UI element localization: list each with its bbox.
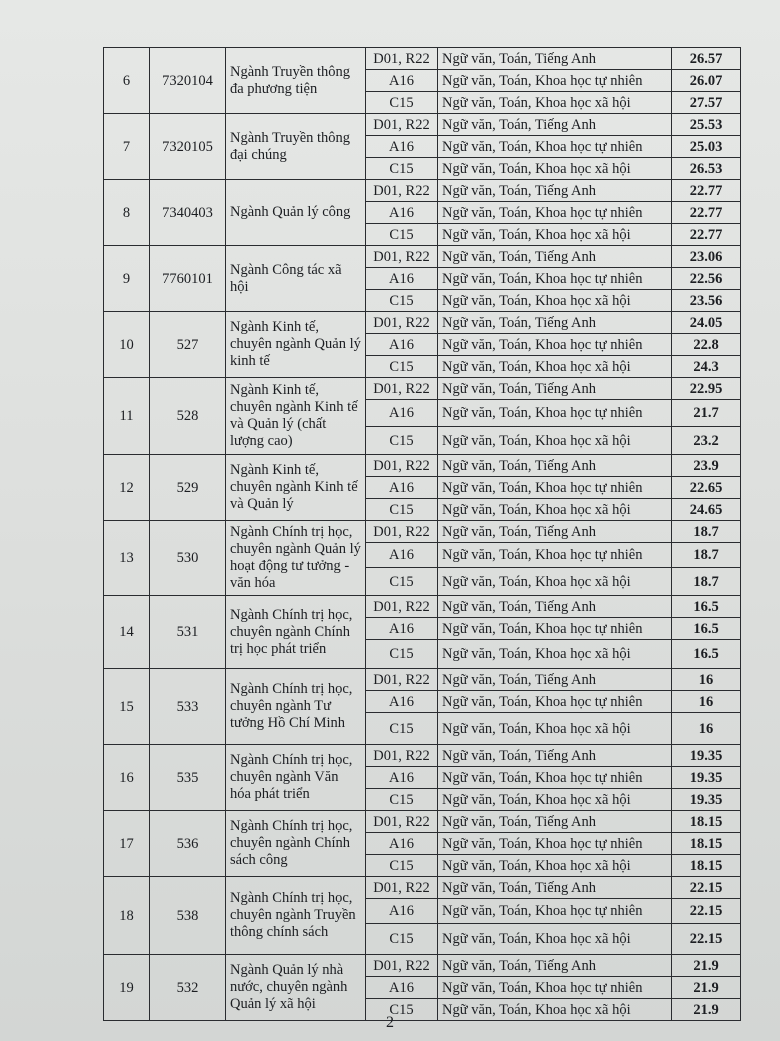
- subject-block: D01, R22: [366, 378, 438, 400]
- subject-block: D01, R22: [366, 312, 438, 334]
- subject-block: C15: [366, 640, 438, 669]
- subject-combination: Ngữ văn, Toán, Khoa học xã hội: [438, 356, 672, 378]
- subject-combination: Ngữ văn, Toán, Khoa học tự nhiên: [438, 136, 672, 158]
- table-row: [104, 745, 741, 767]
- subject-combination: Ngữ văn, Toán, Khoa học tự nhiên: [438, 400, 672, 427]
- row-number: 17: [104, 811, 150, 877]
- cutoff-score: 24.05: [672, 312, 741, 334]
- subject-block: D01, R22: [366, 521, 438, 543]
- row-number: 19: [104, 955, 150, 1021]
- cutoff-score: 27.57: [672, 92, 741, 114]
- subject-block: C15: [366, 427, 438, 455]
- major-name: Ngành Chính trị học, chuyên ngành Truyền thông chính sách: [226, 877, 366, 955]
- cutoff-score: 26.53: [672, 158, 741, 180]
- cutoff-score: 21.7: [672, 400, 741, 427]
- row-number: 12: [104, 455, 150, 521]
- major-code: 535: [150, 745, 226, 811]
- subject-block: A16: [366, 618, 438, 640]
- major-code: 530: [150, 521, 226, 596]
- major-name: Ngành Chính trị học, chuyên ngành Chính trị học phát triển: [226, 596, 366, 669]
- row-number: 15: [104, 669, 150, 745]
- subject-combination: Ngữ văn, Toán, Khoa học xã hội: [438, 224, 672, 246]
- row-number: 18: [104, 877, 150, 955]
- major-code: 528: [150, 378, 226, 455]
- subject-block: C15: [366, 158, 438, 180]
- subject-block: D01, R22: [366, 877, 438, 899]
- subject-combination: Ngữ văn, Toán, Khoa học xã hội: [438, 640, 672, 669]
- subject-combination: Ngữ văn, Toán, Tiếng Anh: [438, 955, 672, 977]
- cutoff-score: 23.56: [672, 290, 741, 312]
- subject-block: C15: [366, 224, 438, 246]
- major-code: 7340403: [150, 180, 226, 246]
- cutoff-score: 16: [672, 669, 741, 691]
- subject-combination: Ngữ văn, Toán, Khoa học tự nhiên: [438, 334, 672, 356]
- major-code: 532: [150, 955, 226, 1021]
- row-number: 13: [104, 521, 150, 596]
- major-name: Ngành Công tác xã hội: [226, 246, 366, 312]
- row-number: 14: [104, 596, 150, 669]
- cutoff-score: 16.5: [672, 640, 741, 669]
- subject-combination: Ngữ văn, Toán, Khoa học tự nhiên: [438, 70, 672, 92]
- table-row: [104, 811, 741, 833]
- subject-combination: Ngữ văn, Toán, Khoa học tự nhiên: [438, 543, 672, 568]
- major-code: 538: [150, 877, 226, 955]
- subject-block: A16: [366, 334, 438, 356]
- admission-score-table: [103, 47, 741, 1021]
- table-row: [104, 596, 741, 618]
- subject-combination: Ngữ văn, Toán, Khoa học tự nhiên: [438, 899, 672, 924]
- subject-block: C15: [366, 92, 438, 114]
- major-code: 529: [150, 455, 226, 521]
- cutoff-score: 25.03: [672, 136, 741, 158]
- subject-combination: Ngữ văn, Toán, Khoa học tự nhiên: [438, 833, 672, 855]
- subject-block: D01, R22: [366, 811, 438, 833]
- cutoff-score: 25.53: [672, 114, 741, 136]
- subject-combination: Ngữ văn, Toán, Khoa học xã hội: [438, 568, 672, 596]
- subject-combination: Ngữ văn, Toán, Tiếng Anh: [438, 180, 672, 202]
- subject-block: C15: [366, 999, 438, 1021]
- subject-block: A16: [366, 477, 438, 499]
- subject-combination: Ngữ văn, Toán, Khoa học xã hội: [438, 499, 672, 521]
- cutoff-score: 21.9: [672, 955, 741, 977]
- subject-block: C15: [366, 568, 438, 596]
- row-number: 8: [104, 180, 150, 246]
- major-code: 7320105: [150, 114, 226, 180]
- cutoff-score: 18.7: [672, 521, 741, 543]
- subject-combination: Ngữ văn, Toán, Khoa học xã hội: [438, 855, 672, 877]
- subject-combination: Ngữ văn, Toán, Tiếng Anh: [438, 48, 672, 70]
- subject-block: C15: [366, 356, 438, 378]
- table-row: [104, 180, 741, 202]
- subject-block: A16: [366, 899, 438, 924]
- subject-block: D01, R22: [366, 246, 438, 268]
- subject-combination: Ngữ văn, Toán, Khoa học tự nhiên: [438, 767, 672, 789]
- cutoff-score: 19.35: [672, 789, 741, 811]
- major-name: Ngành Chính trị học, chuyên ngành Văn hóa phát triển: [226, 745, 366, 811]
- cutoff-score: 24.3: [672, 356, 741, 378]
- subject-combination: Ngữ văn, Toán, Khoa học xã hội: [438, 92, 672, 114]
- cutoff-score: 19.35: [672, 745, 741, 767]
- table-row: [104, 955, 741, 977]
- subject-block: D01, R22: [366, 48, 438, 70]
- row-number: 6: [104, 48, 150, 114]
- cutoff-score: 19.35: [672, 767, 741, 789]
- table-row: [104, 378, 741, 400]
- subject-block: D01, R22: [366, 180, 438, 202]
- major-code: 7320104: [150, 48, 226, 114]
- subject-block: A16: [366, 543, 438, 568]
- subject-combination: Ngữ văn, Toán, Khoa học tự nhiên: [438, 618, 672, 640]
- major-code: 531: [150, 596, 226, 669]
- row-number: 10: [104, 312, 150, 378]
- cutoff-score: 22.8: [672, 334, 741, 356]
- cutoff-score: 18.15: [672, 833, 741, 855]
- major-code: 527: [150, 312, 226, 378]
- cutoff-score: 22.15: [672, 924, 741, 955]
- major-name: Ngành Quản lý nhà nước, chuyên ngành Quản lý xã hội: [226, 955, 366, 1021]
- subject-block: A16: [366, 70, 438, 92]
- subject-block: D01, R22: [366, 114, 438, 136]
- subject-block: D01, R22: [366, 455, 438, 477]
- subject-combination: Ngữ văn, Toán, Tiếng Anh: [438, 246, 672, 268]
- major-name: Ngành Chính trị học, chuyên ngành Chính sách công: [226, 811, 366, 877]
- subject-block: C15: [366, 713, 438, 745]
- cutoff-score: 22.77: [672, 224, 741, 246]
- subject-combination: Ngữ văn, Toán, Tiếng Anh: [438, 455, 672, 477]
- subject-block: C15: [366, 789, 438, 811]
- subject-combination: Ngữ văn, Toán, Tiếng Anh: [438, 669, 672, 691]
- subject-combination: Ngữ văn, Toán, Tiếng Anh: [438, 378, 672, 400]
- subject-block: C15: [366, 855, 438, 877]
- subject-block: D01, R22: [366, 596, 438, 618]
- subject-block: D01, R22: [366, 955, 438, 977]
- subject-block: A16: [366, 268, 438, 290]
- major-code: 533: [150, 669, 226, 745]
- row-number: 11: [104, 378, 150, 455]
- row-number: 7: [104, 114, 150, 180]
- cutoff-score: 22.15: [672, 899, 741, 924]
- cutoff-score: 23.06: [672, 246, 741, 268]
- row-number: 9: [104, 246, 150, 312]
- subject-combination: Ngữ văn, Toán, Khoa học xã hội: [438, 427, 672, 455]
- subject-block: A16: [366, 202, 438, 224]
- row-number: 16: [104, 745, 150, 811]
- subject-block: A16: [366, 136, 438, 158]
- subject-combination: Ngữ văn, Toán, Khoa học tự nhiên: [438, 202, 672, 224]
- table-row: [104, 246, 741, 268]
- major-name: Ngành Truyền thông đa phương tiện: [226, 48, 366, 114]
- subject-combination: Ngữ văn, Toán, Khoa học xã hội: [438, 713, 672, 745]
- major-name: Ngành Quản lý công: [226, 180, 366, 246]
- major-name: Ngành Chính trị học, chuyên ngành Tư tưởng Hồ Chí Minh: [226, 669, 366, 745]
- subject-combination: Ngữ văn, Toán, Tiếng Anh: [438, 521, 672, 543]
- subject-combination: Ngữ văn, Toán, Khoa học xã hội: [438, 290, 672, 312]
- subject-combination: Ngữ văn, Toán, Tiếng Anh: [438, 877, 672, 899]
- cutoff-score: 22.77: [672, 202, 741, 224]
- subject-combination: Ngữ văn, Toán, Tiếng Anh: [438, 596, 672, 618]
- page-number: 2: [386, 1014, 394, 1031]
- table-row: [104, 521, 741, 543]
- cutoff-score: 16.5: [672, 618, 741, 640]
- major-name: Ngành Chính trị học, chuyên ngành Quản lý hoạt động tư tưởng - văn hóa: [226, 521, 366, 596]
- cutoff-score: 16: [672, 713, 741, 745]
- table-row: [104, 455, 741, 477]
- major-name: Ngành Kinh tế, chuyên ngành Kinh tế và Quản lý (chất lượng cao): [226, 378, 366, 455]
- major-name: Ngành Truyền thông đại chúng: [226, 114, 366, 180]
- subject-block: C15: [366, 924, 438, 955]
- cutoff-score: 22.56: [672, 268, 741, 290]
- table-row: [104, 669, 741, 691]
- cutoff-score: 23.2: [672, 427, 741, 455]
- cutoff-score: 22.15: [672, 877, 741, 899]
- subject-combination: Ngữ văn, Toán, Khoa học tự nhiên: [438, 691, 672, 713]
- cutoff-score: 16.5: [672, 596, 741, 618]
- table-row: [104, 48, 741, 70]
- subject-block: A16: [366, 833, 438, 855]
- subject-combination: Ngữ văn, Toán, Tiếng Anh: [438, 312, 672, 334]
- subject-block: A16: [366, 977, 438, 999]
- subject-combination: Ngữ văn, Toán, Tiếng Anh: [438, 114, 672, 136]
- cutoff-score: 22.95: [672, 378, 741, 400]
- cutoff-score: 18.7: [672, 568, 741, 596]
- major-name: Ngành Kinh tế, chuyên ngành Kinh tế và Quản lý: [226, 455, 366, 521]
- subject-combination: Ngữ văn, Toán, Khoa học xã hội: [438, 924, 672, 955]
- subject-combination: Ngữ văn, Toán, Khoa học xã hội: [438, 789, 672, 811]
- subject-combination: Ngữ văn, Toán, Khoa học tự nhiên: [438, 477, 672, 499]
- cutoff-score: 24.65: [672, 499, 741, 521]
- table-row: [104, 312, 741, 334]
- subject-block: C15: [366, 290, 438, 312]
- subject-combination: Ngữ văn, Toán, Khoa học tự nhiên: [438, 977, 672, 999]
- major-code: 7760101: [150, 246, 226, 312]
- cutoff-score: 18.15: [672, 811, 741, 833]
- major-code: 536: [150, 811, 226, 877]
- subject-combination: Ngữ văn, Toán, Tiếng Anh: [438, 811, 672, 833]
- subject-combination: Ngữ văn, Toán, Khoa học tự nhiên: [438, 268, 672, 290]
- cutoff-score: 16: [672, 691, 741, 713]
- subject-block: D01, R22: [366, 669, 438, 691]
- cutoff-score: 26.57: [672, 48, 741, 70]
- subject-block: D01, R22: [366, 745, 438, 767]
- cutoff-score: 22.77: [672, 180, 741, 202]
- cutoff-score: 22.65: [672, 477, 741, 499]
- subject-combination: Ngữ văn, Toán, Khoa học xã hội: [438, 158, 672, 180]
- major-name: Ngành Kinh tế, chuyên ngành Quản lý kinh tế: [226, 312, 366, 378]
- subject-combination: Ngữ văn, Toán, Tiếng Anh: [438, 745, 672, 767]
- cutoff-score: 18.7: [672, 543, 741, 568]
- cutoff-score: 23.9: [672, 455, 741, 477]
- subject-block: A16: [366, 767, 438, 789]
- table-row: [104, 877, 741, 899]
- cutoff-score: 21.9: [672, 999, 741, 1021]
- subject-block: A16: [366, 691, 438, 713]
- table-row: [104, 114, 741, 136]
- cutoff-score: 18.15: [672, 855, 741, 877]
- subject-combination: Ngữ văn, Toán, Khoa học xã hội: [438, 999, 672, 1021]
- cutoff-score: 26.07: [672, 70, 741, 92]
- subject-block: C15: [366, 499, 438, 521]
- subject-block: A16: [366, 400, 438, 427]
- cutoff-score: 21.9: [672, 977, 741, 999]
